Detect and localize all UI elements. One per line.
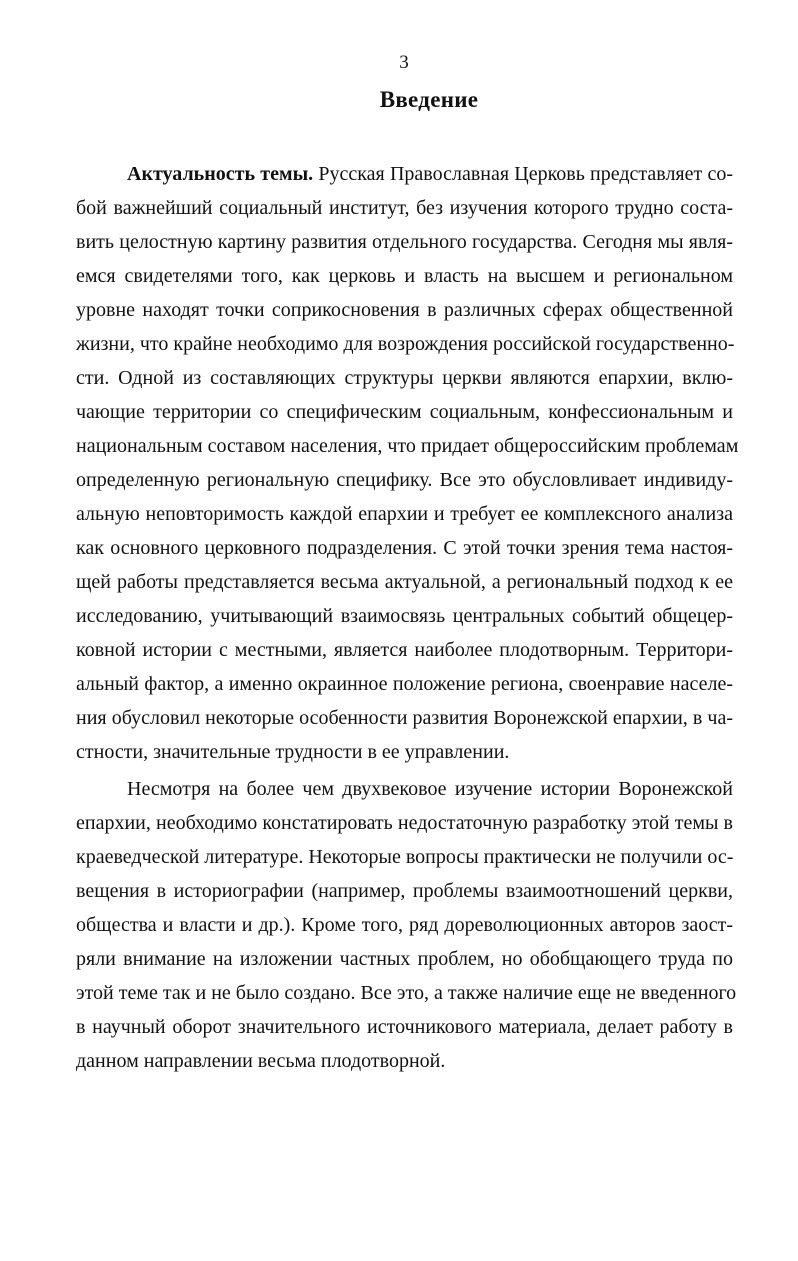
page-number: 3 [399, 52, 409, 73]
text-line: национальным составом населения, что придает общероссийским проблемам [76, 435, 739, 457]
document-body [76, 157, 739, 1078]
text-line: вещения в историографии (например, проблемы взаимоотношений церкви, [76, 880, 733, 902]
text-line: стности, значительные трудности в ее управлении. [76, 741, 510, 763]
text-line: альный фактор, а именно окраинное положение региона, своенравие населе- [76, 673, 733, 695]
text-line: Несмотря на более чем двухвековое изучение истории Воронежской [127, 778, 733, 800]
text-line: ковной истории с местными, является наиболее плодотворным. Территори- [76, 639, 733, 661]
paragraph-relevance [76, 157, 739, 769]
text-line: общества и власти и др.). Кроме того, ряд дореволюционных авторов заост- [76, 914, 733, 936]
text-line: ния обусловил некоторые особенности развития Воронежской епархии, в ча- [76, 707, 733, 729]
text-line: альную неповторимость каждой епархии и требует ее комплексного анализа [76, 503, 733, 525]
text-line: вить целостную картину развития отдельного государства. Сегодня мы явля- [76, 231, 733, 253]
text-line: сти. Одной из составляющих структуры церкви являются епархии, вклю- [76, 367, 733, 389]
text-line: определенную региональную специфику. Все это обусловливает индивиду- [76, 469, 733, 491]
paragraph-historiography [76, 772, 737, 1078]
text-line: как основного церковного подразделения. С этой точки зрения тема настоя- [76, 537, 733, 559]
lead-heading: Актуальность темы. [127, 163, 314, 185]
text-line: Актуальность темы. Русская Православная Церковь представляет со- [127, 163, 733, 185]
text-line: ряли внимание на изложении частных проблем, но обобщающего труда по [76, 948, 733, 970]
text-line: этой теме так и не было создано. Все это, а также наличие еще не введенного [76, 982, 737, 1004]
text-line: бой важнейший социальный институт, без изучения которого трудно соста- [76, 197, 733, 219]
text-line: чающие территории со специфическим социальным, конфессиональным и [76, 401, 733, 423]
text-line: в научный оборот значительного источникового материала, делает работу в [76, 1016, 733, 1038]
text-line: жизни, что крайне необходимо для возрождения российской государственно- [76, 333, 735, 355]
text-line: уровне находят точки соприкосновения в различных сферах общественной [76, 299, 733, 321]
page-title: Введение [379, 87, 479, 112]
text-line: епархии, необходимо констатировать недостаточную разработку этой темы в [76, 812, 733, 834]
text-line: емся свидетелями того, как церковь и власть на высшем и региональном [76, 265, 733, 287]
text-line: краеведческой литературе. Некоторые вопросы практически не получили ос- [76, 846, 734, 868]
text-line: исследованию, учитывающий взаимосвязь центральных событий общецер- [76, 605, 733, 627]
text-line: данном направлении весьма плодотворной. [76, 1050, 446, 1072]
text-line: щей работы представляется весьма актуальной, а региональный подход к ее [76, 571, 733, 593]
